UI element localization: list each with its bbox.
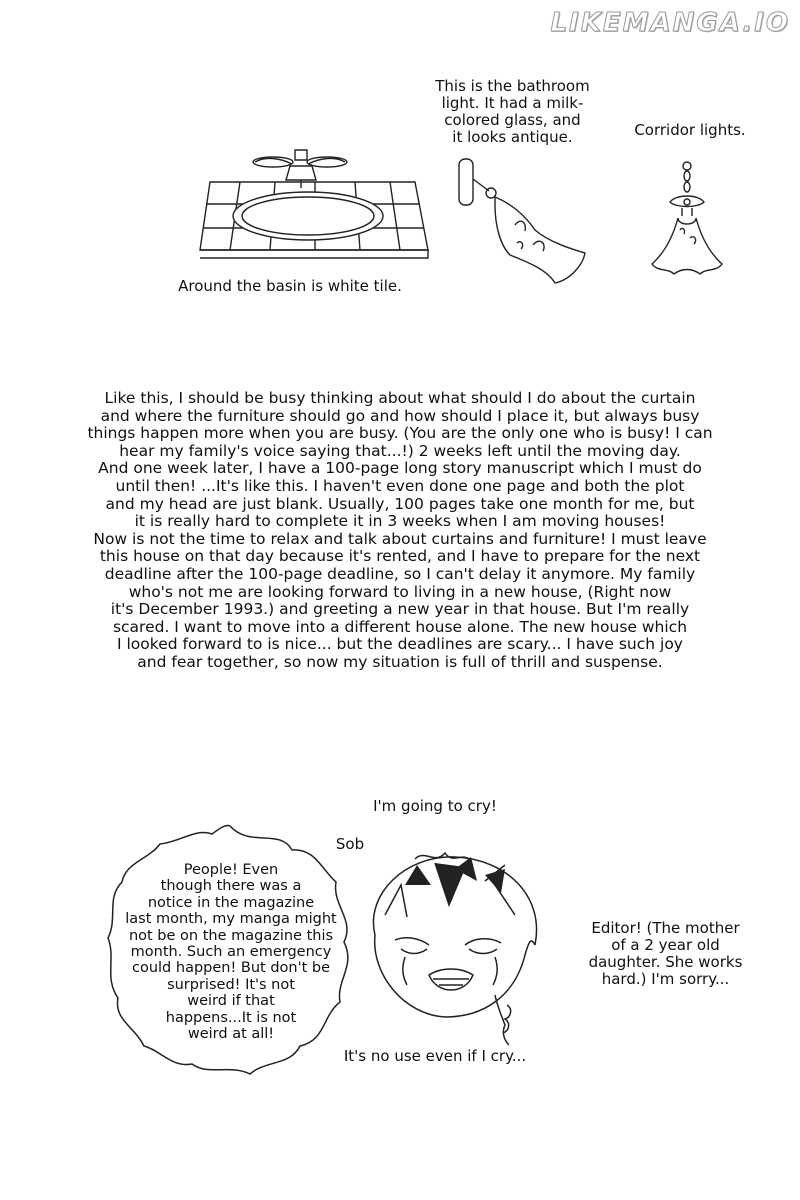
no-use-caption: It's no use even if I cry... [343, 1047, 527, 1065]
site-watermark: LIKEMANGA.IO [550, 8, 790, 38]
main-paragraph: Like this, I should be busy thinking about what should I do about the curtain and where the furniture should go and how should I place it, but always busy things happen more when you are busy. (You are the only one who is busy! I can hear my family's voice saying that...!) 2 weeks left until the moving day. And one week later, I have a 100-page long story manuscript which I must do until then! ...It's like this. I haven't even done one page and both the plot and my head are just blank. Usually, 100 pages take one month for me, but it is really hard to complete it in 3 weeks when I am moving houses! Now is not the time to relax and talk about curtains and furniture! I must leave this house on that day because it's rented, and I have to prepare for the next deadline after the 100-page deadline, so I can't delay it anymore. My family who's not me are looking forward to living in a new house, (Right now it's December 1993.) and greeting a new year in that house. But I'm really scared. I want to move into a different house alone. The new house which I looked forward to is nice... but the deadlines are scary... I have such joy and fear together, so now my situation is full of thrill and suspense. [87, 389, 713, 671]
basin-caption: Around the basin is white tile. [178, 277, 402, 295]
basin-illustration [200, 140, 430, 270]
bathroom-light-illustration [455, 155, 595, 285]
speech-bubble-text: People! Even though there was a notice in the magazine last month, my manga might not be on the magazine this month. Such an emergency could happen! But don't be surprised! It's not weird if that happens...It is not weird at all! [125, 862, 337, 1043]
sob-label: Sob [335, 835, 365, 853]
corridor-light-illustration [640, 160, 740, 290]
editor-caption: Editor! (The mother of a 2 year old daughter. She works hard.) I'm sorry... [588, 919, 743, 988]
corridor-lights-caption: Corridor lights. [634, 121, 746, 139]
bathroom-light-caption: This is the bathroom light. It had a milk- colored glass, and it looks antique. [435, 77, 590, 146]
cry-caption: I'm going to cry! [373, 797, 497, 815]
crying-character-illustration [345, 845, 565, 1045]
